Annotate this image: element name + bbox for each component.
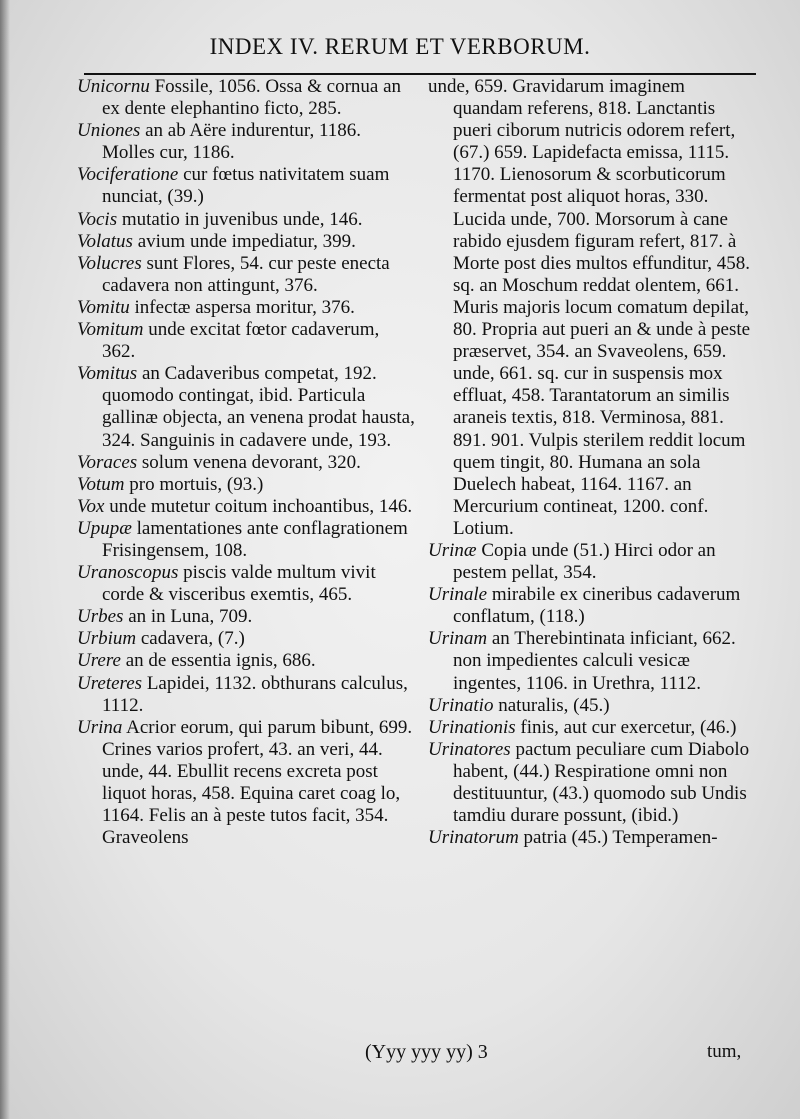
entry-term: Urere — [77, 650, 121, 672]
entry-text: unde mutetur coitum inchoantibus, 146. — [104, 495, 413, 517]
index-entry — [77, 297, 415, 319]
entry-term: Urinæ — [428, 539, 477, 561]
index-entry — [77, 319, 415, 363]
entry-text: lamentationes ante conflagrationem Frisingensem, 108. — [102, 517, 408, 561]
entry-text: finis, aut cur exercetur, (46.) — [515, 716, 737, 738]
entry-text: avium unde impediatur, 399. — [132, 230, 356, 252]
entry-term: Vomitu — [77, 296, 130, 318]
entry-term: Vocis — [77, 208, 118, 230]
entry-text: Fossile, 1056. Ossa & cornua an ex dente elephantino ficto, 285. — [102, 76, 402, 120]
index-entry — [77, 650, 415, 672]
index-entry — [77, 164, 415, 208]
entry-term: Voraces — [77, 451, 138, 473]
index-entry — [77, 253, 415, 297]
entry-text: pro mortuis, (93.) — [124, 473, 264, 495]
index-entry — [77, 518, 415, 562]
entry-text: Copia unde (51.) Hirci odor an pestem pellat, 354. — [453, 539, 716, 584]
entry-text: an de essentia ignis, 686. — [120, 650, 316, 672]
entry-term: Upupæ — [77, 517, 132, 539]
index-entry — [77, 474, 415, 496]
entry-term: Urbes — [77, 606, 124, 628]
entry-term: Vomitus — [77, 363, 138, 385]
entry-term: Vomitum — [77, 319, 144, 341]
entry-term: Urina — [77, 716, 123, 738]
index-entry — [428, 827, 758, 849]
index-entry — [77, 562, 415, 606]
index-entry — [77, 496, 415, 518]
entry-text: mutatio in juvenibus unde, 146. — [117, 208, 363, 230]
entry-text: Acrior eorum, qui parum bibunt, 699. Crines varios profert, 43. an veri, 44. unde, 44. Ebullit recens excreta post liquot horas, 458. Equina caret coag lo, 1164. Felis an à peste tutos facit, 354. Graveolens — [102, 716, 413, 849]
entry-term: Urinatio — [428, 694, 494, 716]
entry-text: mirabile ex cineribus cadaverum conflatum, (118.) — [453, 584, 741, 628]
right-column — [428, 76, 758, 849]
index-entry — [77, 76, 415, 120]
entry-text: sunt Flores, 54. cur peste enecta cadavera non attingunt, 376. — [102, 252, 390, 296]
entry-term: Urbium — [77, 628, 137, 650]
entry-term: Unicornu — [77, 76, 150, 97]
entry-term: Uniones — [77, 120, 141, 142]
entry-term: Urinatorum — [428, 827, 519, 849]
page-header: INDEX IV. RERUM ET VERBORUM. — [209, 34, 591, 59]
index-entry — [77, 452, 415, 474]
entry-text: naturalis, (45.) — [493, 694, 610, 716]
index-entry — [77, 606, 415, 628]
index-entry — [77, 717, 415, 850]
entry-text: cur fœtus nativitatem suam nunciat, (39.) — [102, 164, 390, 208]
index-entry — [77, 120, 415, 164]
index-entry — [77, 673, 415, 717]
entry-text: pactum peculiare cum Diabolo habent, (44.) Respiratione omni non destituuntur, (43.) quomodo sub Undis tamdiu durare possunt, (ibid.) — [453, 738, 750, 827]
index-entry — [77, 363, 415, 451]
entry-term: Volatus — [77, 230, 133, 252]
index-entry — [77, 628, 415, 650]
entry-text: an in Luna, 709. — [123, 606, 253, 628]
index-entry — [77, 209, 415, 231]
entry-text: Lapidei, 1132. obthurans calculus, 1112. — [102, 672, 408, 716]
index-entry — [428, 695, 758, 717]
signature-mark: (Yyy yyy yy) 3 — [365, 1041, 488, 1063]
entry-term: Volucres — [77, 252, 142, 274]
index-entry — [428, 76, 758, 540]
entry-term: Urinationis — [428, 716, 516, 738]
entry-term: Vociferatione — [77, 164, 179, 186]
index-entry — [428, 739, 758, 827]
entry-text: infectæ aspersa moritur, 376. — [129, 296, 355, 318]
header-rule — [84, 73, 756, 75]
entry-text: unde excitat fœtor cadaverum, 362. — [102, 319, 380, 363]
entry-term: Urinale — [428, 584, 488, 606]
entry-text: solum venena devorant, 320. — [137, 451, 361, 473]
entry-term: Ureteres — [77, 672, 143, 694]
index-entry — [428, 540, 758, 584]
entry-term: Urinatores — [428, 738, 511, 760]
entry-text: an ab Aëre indurentur, 1186. Molles cur, 1186. — [102, 120, 361, 164]
entry-text: an Therebintinata inficiant, 662. non impedientes calculi vesicæ ingentes, 1106. in Urethra, 1112. — [453, 628, 736, 694]
entry-term: Votum — [77, 473, 125, 495]
index-entry — [428, 628, 758, 694]
index-entry — [77, 231, 415, 253]
entry-text: patria (45.) Temperamen- — [518, 827, 718, 849]
left-column — [77, 76, 415, 849]
index-entry — [428, 717, 758, 739]
entry-term: Uranoscopus — [77, 562, 179, 584]
entry-term: Vox — [77, 495, 105, 517]
entry-text: unde, 659. Gravidarum imaginem quandam referens, 818. Lanctantis pueri ciborum nutricis odorem refert, (67.) 659. Lapidefacta emissa, 1115. 1170. Lienosorum & scorbuticorum fermentat post aliquot horas, 330. Lucida unde, 700. Morsorum à cane rabido ejusdem figuram refert, 817. à Morte post dies multos effunditur, 458. sq. an Moschum reddat olentem, 661. Muris majoris locum comatum depilat, 80. Propria aut pueri an & unde à peste præservet, 354. an Svaveolens, 659. unde, 661. sq. cur in suspensis mox effluat, 458. Tarantatorum an similis araneis textis, 818. Verminosa, 881. 891. 901. Vulpis sterilem reddit locum quem tingit, 80. Humana an sola Duelech habeat, 1164. 1167. an Mercurium contineat, 1200. conf. Lotium. — [428, 76, 751, 539]
catchword: tum, — [707, 1041, 742, 1062]
index-entry — [428, 584, 758, 628]
entry-text: piscis valde multum vivit corde & visceribus exemtis, 465. — [102, 562, 376, 606]
entry-text: an Cadaveribus competat, 192. quomodo contingat, ibid. Particula gallinæ objecta, an venena prodat hausta, 324. Sanguinis in cadavere unde, 193. — [102, 363, 415, 451]
entry-text: cadavera, (7.) — [136, 628, 245, 650]
entry-term: Urinam — [428, 628, 488, 650]
